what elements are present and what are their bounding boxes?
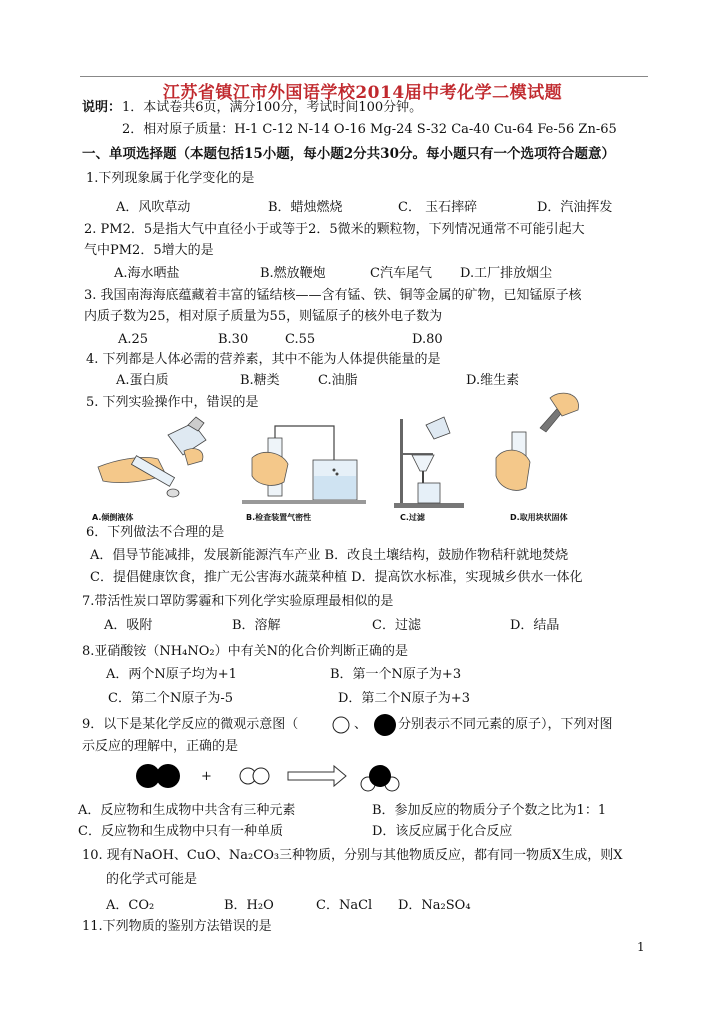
q9-option-d: D．该反应属于化合反应 <box>372 824 513 839</box>
q10-option-c: C．NaCl <box>316 898 373 913</box>
q4-stem: 4. 下列都是人体必需的营养素，其中不能为人体提供能量的是 <box>86 352 441 367</box>
reaction-arrow-icon <box>288 766 346 786</box>
q7-option-a: A．吸附 <box>104 618 153 633</box>
q3-stem-line-1: 3. 我国南海海底蕴藏着丰富的锰结核——含有锰、铁、铜等金属的矿物，已知锰原子核 <box>84 288 582 303</box>
q2-stem-line-1: 2. PM2．5是指大气中直径小于或等于2．5微米的颗粒物，下列情况通常不可能引起大 <box>84 222 585 237</box>
header-rule <box>80 76 648 77</box>
q9-option-a: A．反应物和生成物中共含有三种元素 <box>78 803 296 818</box>
q1-option-a: A．风吹草动 <box>116 200 191 215</box>
q10-option-d: D．Na₂SO₄ <box>398 898 471 913</box>
q1-option-d: D．汽油挥发 <box>537 200 613 215</box>
q9-stem-line-2: 示反应的理解中，正确的是 <box>82 739 239 754</box>
black-atom-icon <box>372 712 398 738</box>
q11-stem: 11.下列物质的鉴别方法错误的是 <box>82 919 272 934</box>
q5-caption-b: B.检查装置气密性 <box>246 513 312 522</box>
q9-option-c: C．反应物和生成物中只有一种单质 <box>78 824 283 839</box>
q9-option-b: B．参加反应的物质分子个数之比为1：1 <box>372 803 607 818</box>
q5-caption-c: C.过滤 <box>400 513 425 522</box>
q1-option-c: C． 玉石摔碎 <box>398 200 478 215</box>
q2-option-b: B.燃放鞭炮 <box>260 266 326 281</box>
q9-stem-part-2: 、 <box>354 717 368 732</box>
q9-stem-part-3: 分别表示不同元素的原子），下列对图 <box>398 717 613 732</box>
q7-option-c: C．过滤 <box>372 618 421 633</box>
q7-option-b: B．溶解 <box>232 618 281 633</box>
q2-option-c: C汽车尾气 <box>370 266 432 281</box>
q8-option-b: B．第一个N原子为+3 <box>330 667 462 682</box>
q5-caption-a: A.倾倒液体 <box>92 513 134 522</box>
notes-line-2: 2．相对原子质量：H-1 C-12 N-14 O-16 Mg-24 S-32 Ca-40 Cu-64 Fe-56 Zn-65 <box>122 122 617 137</box>
q3-stem-line-2: 内质子数为25，相对原子质量为55，则锰原子的核外电子数为 <box>84 309 443 324</box>
q9-reaction-diagram <box>130 758 410 798</box>
q3-option-a: A.25 <box>118 332 149 347</box>
q4-option-b: B.糖类 <box>240 373 280 388</box>
notes-line-1: 1．本试卷共6页，满分100分，考试时间100分钟。 <box>122 100 423 115</box>
q7-option-d: D．结晶 <box>510 618 560 633</box>
q2-option-d: D.工厂排放烟尘 <box>460 266 553 281</box>
q2-option-a: A.海水晒盐 <box>114 266 180 281</box>
q1-stem: 1.下列现象属于化学变化的是 <box>86 171 255 186</box>
section-heading: 一、单项选择题（本题包括15小题，每小题2分共30分。每小题只有一个选项符合题意） <box>82 146 615 162</box>
notes-label: 说明： <box>82 100 122 115</box>
q6-options-line-1: A．倡导节能减排，发展新能源汽车产业 B．改良土壤结构，鼓励作物秸秆就地焚烧 <box>90 548 569 563</box>
q9-stem-part-1: 9．以下是某化学反应的微观示意图（ <box>82 717 299 732</box>
q5-caption-d: D.取用块状固体 <box>510 513 568 522</box>
q6-stem: 6．下列做法不合理的是 <box>86 525 225 540</box>
white-atom-icon <box>330 714 352 736</box>
q3-option-c: C.55 <box>285 332 316 347</box>
q2-stem-line-2: 气中PM2．5增大的是 <box>84 243 214 258</box>
q3-option-d: D.80 <box>412 332 443 347</box>
q6-options-line-2: C．提倡健康饮食，推广无公害海水蔬菜种植 D．提高饮水标准，实现城乡供水一体化 <box>90 570 583 585</box>
figure-airtightness-check <box>238 418 368 513</box>
q10-option-a: A．CO₂ <box>106 898 155 913</box>
q9-plus-sign: + <box>201 769 212 784</box>
page-title: 江苏省镇江市外国语学校2014届中考化学二模试题 <box>162 83 563 103</box>
q8-option-d: D．第二个N原子为+3 <box>338 691 470 706</box>
figure-filtration <box>390 415 470 513</box>
q4-option-d: D.维生素 <box>466 373 520 388</box>
q10-stem-line-2: 的化学式可能是 <box>106 872 198 887</box>
q8-option-c: C．第二个N原子为-5 <box>108 691 233 706</box>
reactant-black-atom <box>156 764 180 788</box>
product-black-atom <box>369 765 391 787</box>
q3-option-b: B.30 <box>218 332 249 347</box>
page-number: 1 <box>637 940 645 954</box>
q7-stem: 7.带活性炭口罩防雾霾和下列化学实验原理最相似的是 <box>82 594 394 609</box>
figure-taking-solid <box>490 388 590 508</box>
q4-option-a: A.蛋白质 <box>116 373 169 388</box>
q10-option-b: B．H₂O <box>224 898 274 913</box>
q8-stem: 8.亚硝酸铵（NH₄NO₂）中有关N的化合价判断正确的是 <box>82 644 408 659</box>
figure-pouring-liquid <box>88 415 218 515</box>
q1-option-b: B．蜡烛燃烧 <box>268 200 343 215</box>
q10-stem-line-1: 10. 现有NaOH、CuO、Na₂CO₃三种物质，分别与其他物质反应，都有同一物质X生成，则X <box>82 848 623 863</box>
q4-option-c: C.油脂 <box>318 373 358 388</box>
q8-option-a: A．两个N原子均为+1 <box>106 667 237 682</box>
reactant-white-atom <box>253 768 269 784</box>
q5-stem: 5. 下列实验操作中，错误的是 <box>86 395 259 410</box>
